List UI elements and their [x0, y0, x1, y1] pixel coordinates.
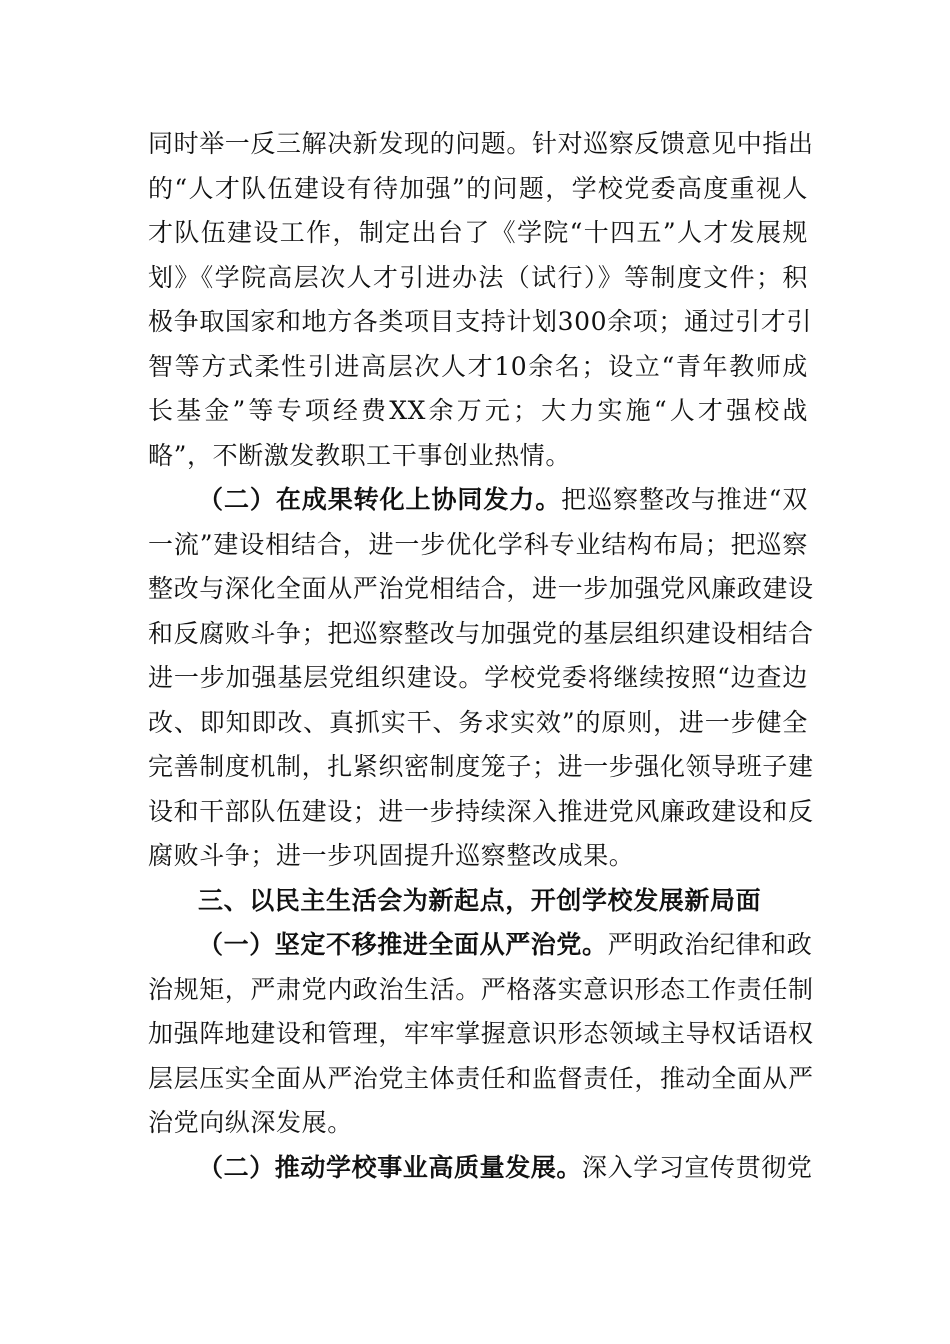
text-line: 略”，不断激发教职工干事创业热情。: [148, 440, 571, 470]
text-run: 严明政治纪律和政: [607, 930, 813, 959]
text-line: 层层压实全面从严治党主体责任和监督责任，推动全面从严: [148, 1063, 814, 1093]
subheading-inline: （一）坚定不移推进全面从严治党。: [198, 930, 608, 959]
text-line: 进一步加强基层党组织建设。学校党委将继续按照“边查边: [148, 663, 808, 692]
text-line: 整改与深化全面从严治党相结合，进一步加强党风廉政建设: [148, 574, 814, 603]
text-line: 完善制度机制，扎紧织密制度笼子；进一步强化领导班子建: [148, 752, 814, 781]
section-heading: 三、以民主生活会为新起点，开创学校发展新局面: [198, 885, 762, 915]
text-line: 改、即知即改、真抓实干、务求实效”的原则，进一步健全: [148, 707, 808, 737]
text-line: 极争取国家和地方各类项目支持计划300余项；通过引才引: [148, 307, 812, 336]
body-text: [148, 122, 814, 1190]
text-line: 一流”建设相结合，进一步优化学科专业结构布局；把巡察: [148, 529, 808, 559]
text-line: 智等方式柔性引进高层次人才10余名；设立“青年教师成: [148, 351, 808, 381]
text-line: 长基金”等专项经费XX余万元；大力实施“人才强校战: [148, 396, 808, 425]
text-line: 设和干部队伍建设；进一步持续深入推进党风廉政建设和反: [148, 796, 814, 826]
text-run: 深入学习宣传贯彻党: [582, 1152, 813, 1182]
text-line: 治党向纵深发展。: [148, 1108, 353, 1137]
paragraph-first-line: [148, 478, 808, 523]
text-line: 划》《学院高层次人才引进办法（试行）》等制度文件；积: [148, 262, 808, 292]
paragraph-first-line: [148, 923, 813, 968]
text-line: 和反腐败斗争；把巡察整改与加强党的基层组织建设相结合: [148, 618, 814, 648]
text-line: 才队伍建设工作，制定出台了《学院“十四五”人才发展规: [148, 218, 808, 247]
subheading-inline: （二）推动学校事业高质量发展。: [198, 1152, 583, 1182]
text-line: 加强阵地建设和管理，牢牢掌握意识形态领域主导权话语权: [148, 1019, 814, 1048]
text-line: 的“人才队伍建设有待加强”的问题，学校党委高度重视人: [148, 173, 808, 203]
text-line: 腐败斗争；进一步巩固提升巡察整改成果。: [148, 841, 635, 870]
text-line: 同时举一反三解决新发现的问题。针对巡察反馈意见中指出: [148, 129, 814, 158]
paragraph-first-line: [148, 1146, 813, 1191]
text-line: 治规矩，严肃党内政治生活。严格落实意识形态工作责任制: [148, 974, 814, 1004]
text-run: 把巡察整改与推进“双: [561, 485, 808, 514]
subheading-inline: （二）在成果转化上协同发力。: [198, 485, 562, 514]
